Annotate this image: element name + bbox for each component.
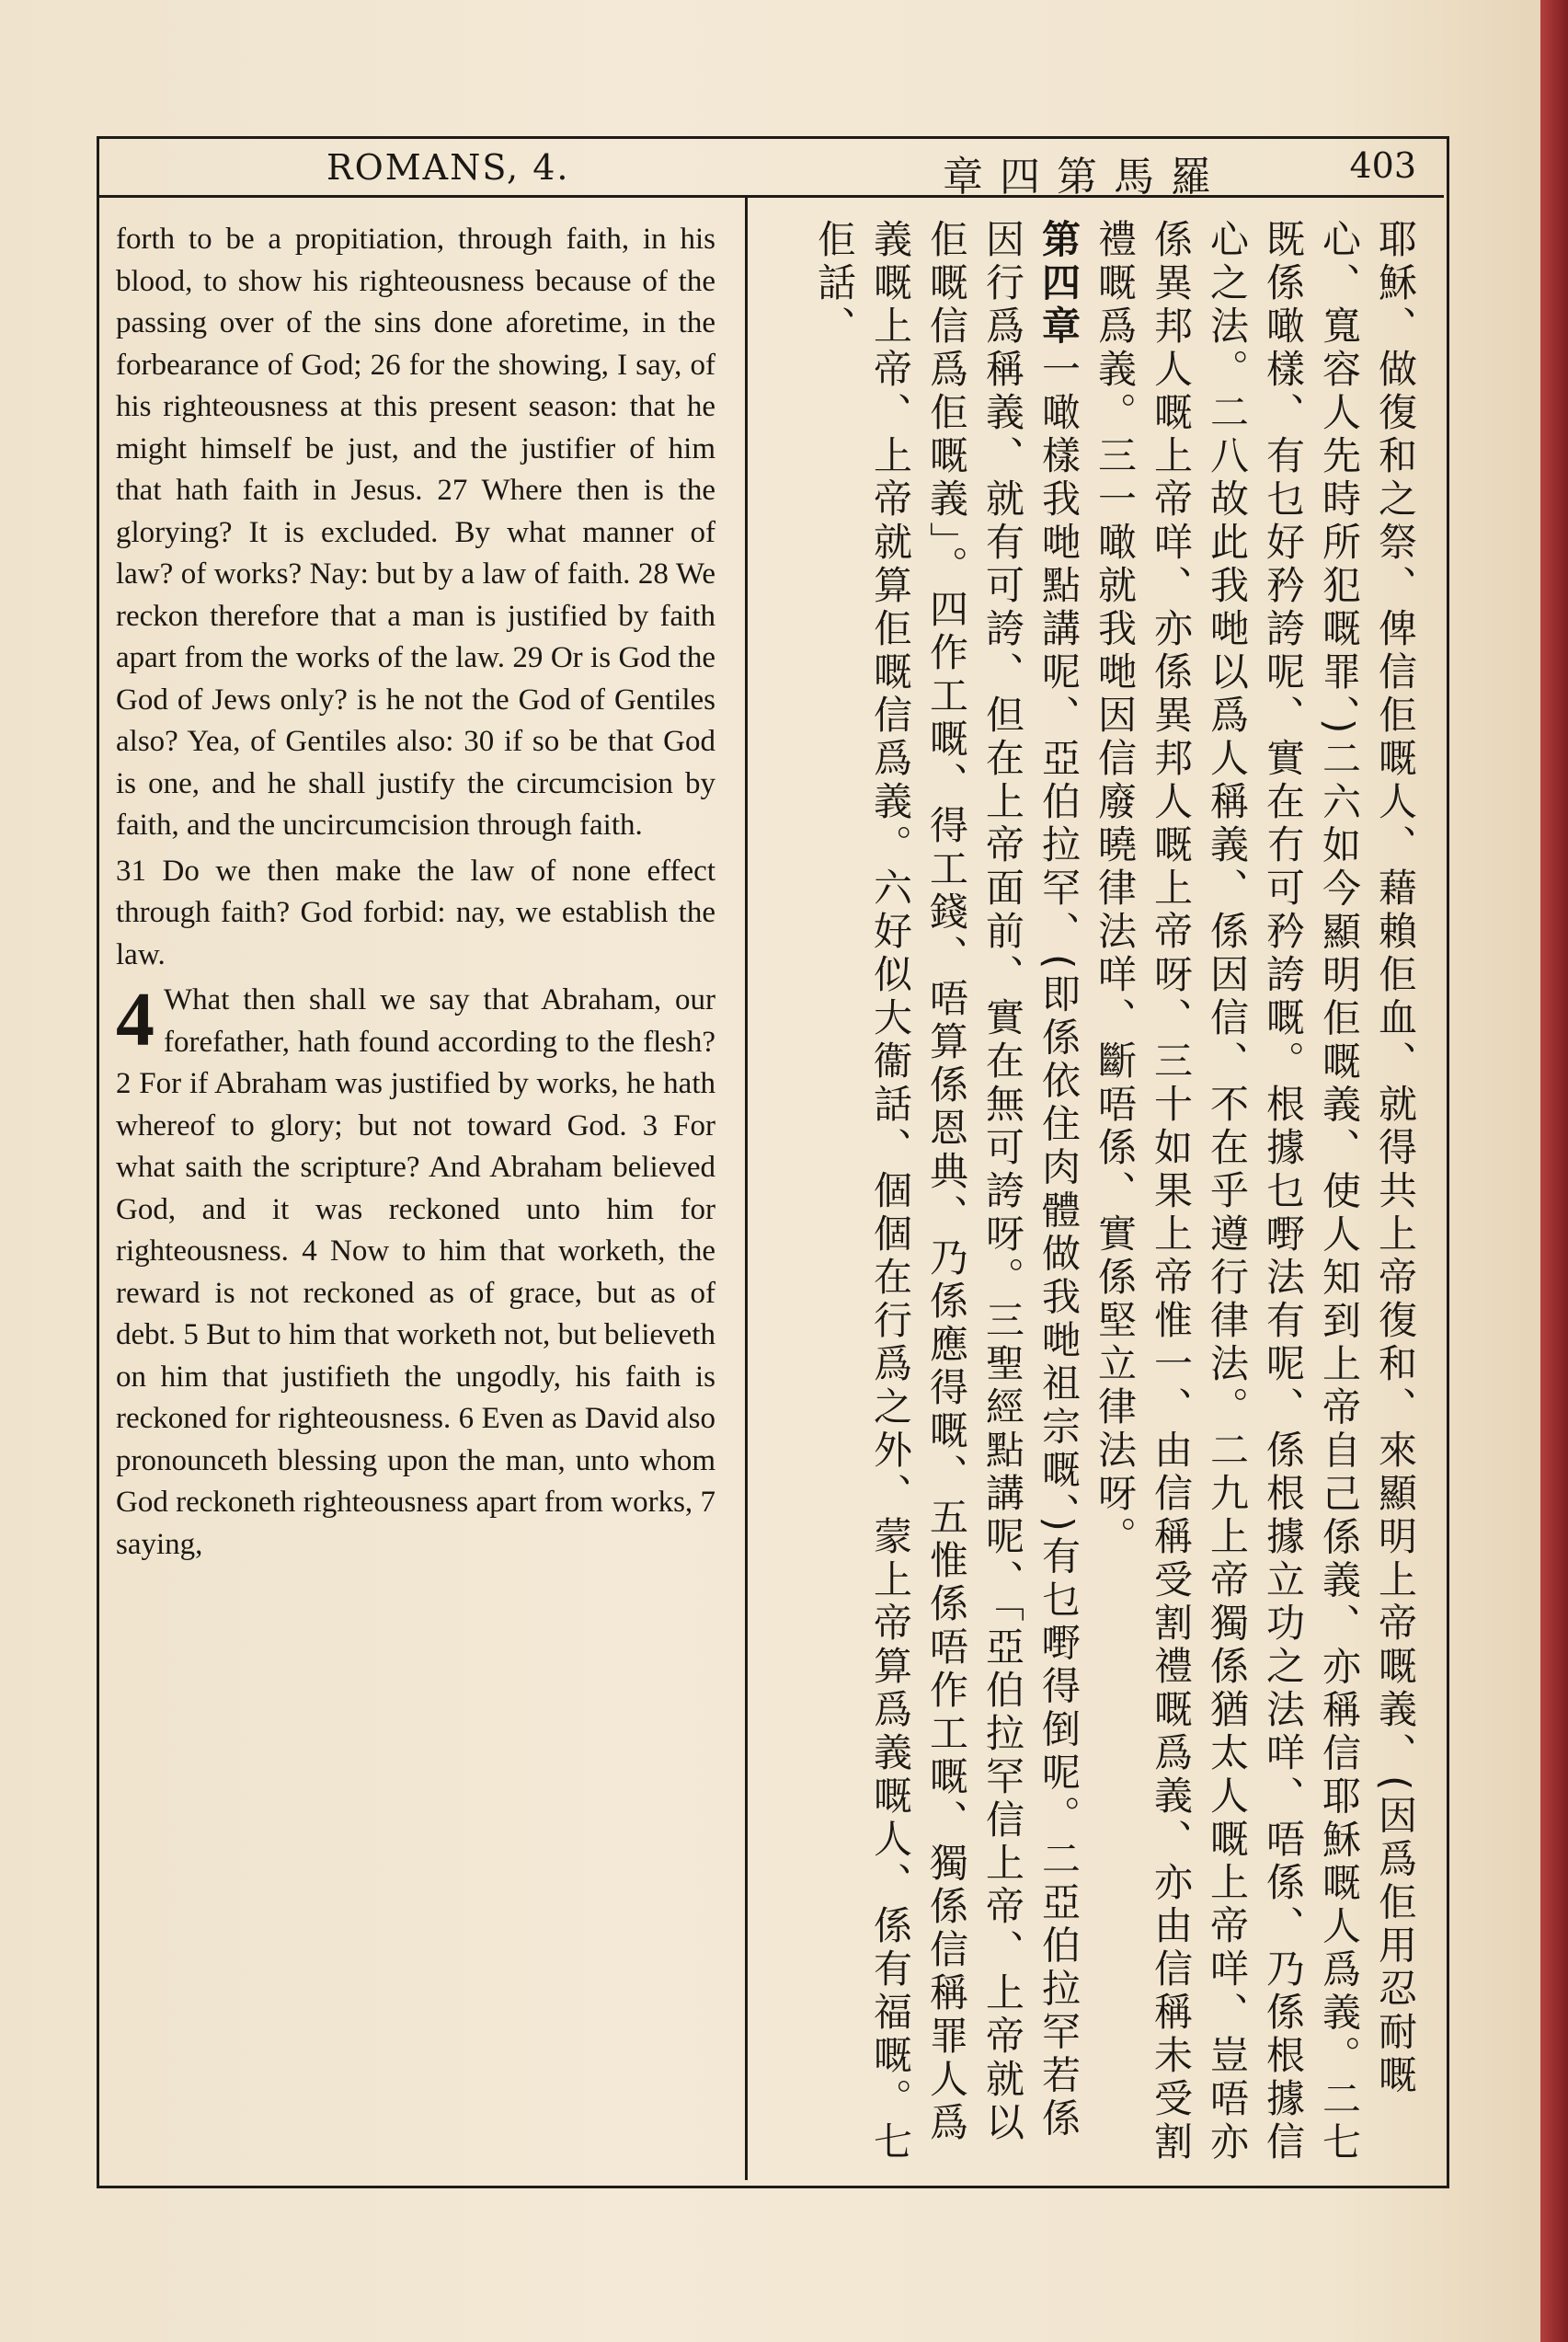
chinese-chapter-block: [807, 219, 1087, 2169]
column-divider: [745, 195, 748, 2180]
english-paragraph: forth to be a propitiation, through faith, in his blood, to show his righteousness because of the passing over of the sins done aforetime, in the forbearance of God; 26 for the showing, I say, of his righteousness at this present season: that he might himself be just, and the justifier of him that hath faith in Jesus. 27 Where then is the glorying? It is excluded. By what manner of law? of works? Nay: but by a law of faith. 28 We reckon therefore that a man is justified by faith apart from the works of the law. 29 Or is God the God of Jews only? is he not the God of Gentiles also? Yea, of Gentiles also: 30 if so be that God is one, and he shall justify the circumcision by faith, and the uncircumcision through faith.: [116, 223, 715, 842]
page-number: 403: [1349, 145, 1416, 186]
header-book-en: ROMANS, 4.: [326, 147, 570, 188]
page-red-edge: [1540, 0, 1568, 2342]
chinese-paragraph: 一噉樣我哋點講呢、亞伯拉罕、(即係依住肉體做我哋祖宗嘅、)有乜嘢得倒呢。二亞伯拉罕若係因行爲稱義、就有可誇、但在上帝面前、實在無可誇呀。三聖經點講呢、「亞伯拉罕信上帝、上帝就以佢嘅信爲佢嘅義」。四作工嘅、得工錢、唔算係恩典、乃係應得嘅、五惟係唔作工嘅、獨係信稱罪人爲義嘅上帝、上帝就算佢嘅信爲義。六好似大衞話、個個在行爲之外、蒙上帝算爲義嘅人、係有福嘅。七佢話、: [812, 219, 1082, 2164]
english-paragraph: What then shall we say that Abraham, our forefather, hath found according to the flesh? 2 For if Abraham was justified by works, he hath whereof to glory; but not toward God. 3 For what saith the scripture? And Abraham believed God, and it was reckoned unto him for righteousness. 4 Now to him that worketh, the reward is not reckoned as of grace, but as of debt. 5 But to him that worketh not, but believeth on him that justifieth the ungodly, his faith is reckoned for righteousness. 6 Even as David also pronounceth blessing upon the man, unto whom God reckoneth righteousness apart from works, 7 saying,: [116, 983, 715, 1561]
chinese-paragraph: 耶穌、做復和之祭、俾信佢嘅人、藉賴佢血、就得共上帝復和、來顯明上帝嘅義、(因爲佢用忍耐嘅心、寬容人先時所犯嘅罪、)二六如今顯明佢嘅義、使人知到上帝自己係義、亦稱信耶穌嘅人爲義。二七既係噉樣、有乜好矜誇呢、實在冇可矜誇嘅。根據乜嘢法有呢、係根據立功之法咩、唔係、乃係根據信心之法。二八故此我哋以爲人稱義、係因信、不在乎遵行律法。二九上帝獨係猶太人嘅上帝咩、豈唔亦係異邦人嘅上帝咩、亦係異邦人嘅上帝呀、三十如果上帝惟一、由信稱受割禮嘅爲義、亦由信稱未受割禮嘅爲義。三一噉就我哋因信廢曉律法咩、斷唔係、實係堅立律法呀。: [1093, 219, 1418, 2165]
chinese-chapter-heading: 第四章: [1036, 219, 1082, 349]
chapter-4-block: [116, 977, 715, 1566]
english-paragraph: 31 Do we then make the law of none effect through faith? God forbid: nay, we establish the law.: [116, 854, 715, 971]
english-column: [116, 219, 715, 1566]
running-header: [97, 136, 1444, 201]
chapter-number: 4: [116, 977, 155, 1062]
header-book-zh: 章四第馬羅: [943, 154, 1228, 201]
chinese-column: [763, 219, 1424, 2169]
